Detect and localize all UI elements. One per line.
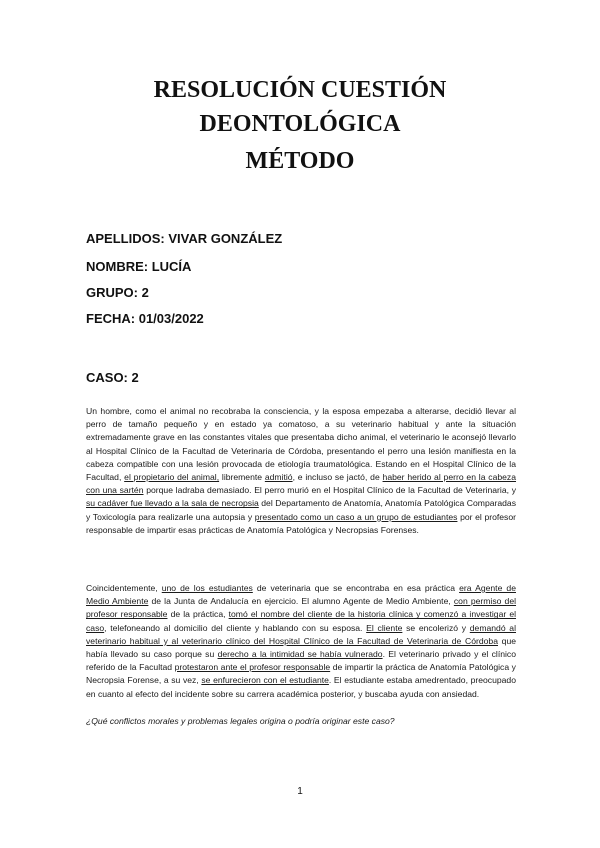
grupo-field: GRUPO: 2: [86, 285, 149, 300]
text-run: , e incluso se jactó, de: [292, 472, 383, 483]
text-run: Coincidentemente,: [86, 583, 162, 593]
text-run: de la práctica,: [167, 609, 229, 620]
underlined-run: tomó el nombre del cliente de la historia clínica y comenzó a investigar el caso: [86, 609, 517, 633]
apellidos-field: APELLIDOS: VIVAR GONZÁLEZ: [86, 231, 283, 246]
text-run: . El veterinario privado y el clínico referido de la Facultad: [86, 649, 516, 673]
text-run: libremente: [219, 472, 265, 483]
underlined-run: con permiso del profesor responsable: [86, 596, 517, 620]
title-line-1: RESOLUCIÓN CUESTIÓN: [153, 77, 447, 103]
case-paragraph-1: [86, 405, 516, 537]
case-question: ¿Qué conflictos morales y problemas legales origina o podría originar este caso?: [86, 716, 395, 726]
text-run: se encolerizó y: [402, 622, 470, 633]
caso-field: CASO: 2: [86, 370, 139, 385]
nombre-field: NOMBRE: LUCÍA: [86, 259, 192, 274]
text-run: por el profesor responsable de impartir esas prácticas de Anatomía Patológica y Necropsias Forenses.: [86, 511, 516, 535]
title-line-2: DEONTOLÓGICA: [199, 111, 401, 137]
text-run: del Departamento de Anatomía, Anatomía Patológica Comparadas y Toxicología para realizarle una autopsia y: [86, 498, 517, 522]
underlined-run: El cliente: [366, 622, 403, 633]
underlined-run: presentado como un caso a un grupo de estudiantes: [254, 511, 458, 522]
text-run: que había llevado su caso porque su: [86, 635, 516, 660]
case-paragraph-2: [86, 582, 516, 701]
title-line-3: MÉTODO: [245, 148, 355, 174]
underlined-run: haber herido al perro en la cabeza con una sartén: [86, 472, 517, 496]
page-number: 1: [297, 786, 303, 797]
fecha-field: FECHA: 01/03/2022: [86, 311, 204, 326]
text-run: de la Junta de Andalucía en ejercicio. El alumno Agente de Medio Ambiente,: [148, 596, 454, 607]
text-run: de veterinaria que se encontraba en esa práctica: [252, 583, 460, 593]
text-run: porque ladraba demasiado. El perro murió en el Hospital Clínico de la Facultad de Veterinaria, y: [143, 485, 516, 496]
underlined-run: su cadáver fue llevado a la sala de necropsia: [86, 498, 259, 509]
text-run: de impartir la práctica de Anatomía Patológica y Necropsia Forense, a su vez,: [86, 662, 516, 686]
underlined-run: derecho a la intimidad se había vulnerado: [217, 649, 383, 660]
text-run: Un hombre, como el animal no recobraba la consciencia, y la esposa empezaba a alterarse, decidió llevar al perro de tamaño pequeño y en estado ya comatoso, a su veterinario habitual y ante la situación extremadamente grave en las constantes vitales que presentaba dicho animal, el veterinario le aconsejó llevarlo al Hospital Clínico de la Facultad de Veterinaria de Córdoba, presentando el perro una lesión manifiesta en la cabeza compatible con una lesión provocada de etiología traumatológica. Estando en el Hospital Clínico de la Facultad,: [86, 406, 516, 483]
underlined-run: admitió: [264, 472, 293, 483]
text-run: , telefoneando al domicilio del cliente y hablando con su esposa.: [104, 622, 367, 633]
underlined-run: el propietario del animal,: [124, 472, 220, 483]
underlined-run: era Agente de Medio Ambiente: [86, 583, 516, 607]
underlined-run: demandó al veterinario habitual y al veterinario clínico del Hospital Clínico de la Facultad de Veterinaria de Córdoba: [86, 622, 516, 646]
text-run: . El estudiante estaba amedrentado, preocupado en cuanto al efecto del incidente sobre su carrera académica posterior, y buscaba ayuda con ansiedad.: [86, 675, 516, 699]
underlined-run: se enfurecieron con el estudiante: [201, 675, 329, 686]
underlined-run: protestaron ante el profesor responsable: [174, 662, 331, 673]
underlined-run: uno de los estudiantes: [161, 583, 253, 593]
